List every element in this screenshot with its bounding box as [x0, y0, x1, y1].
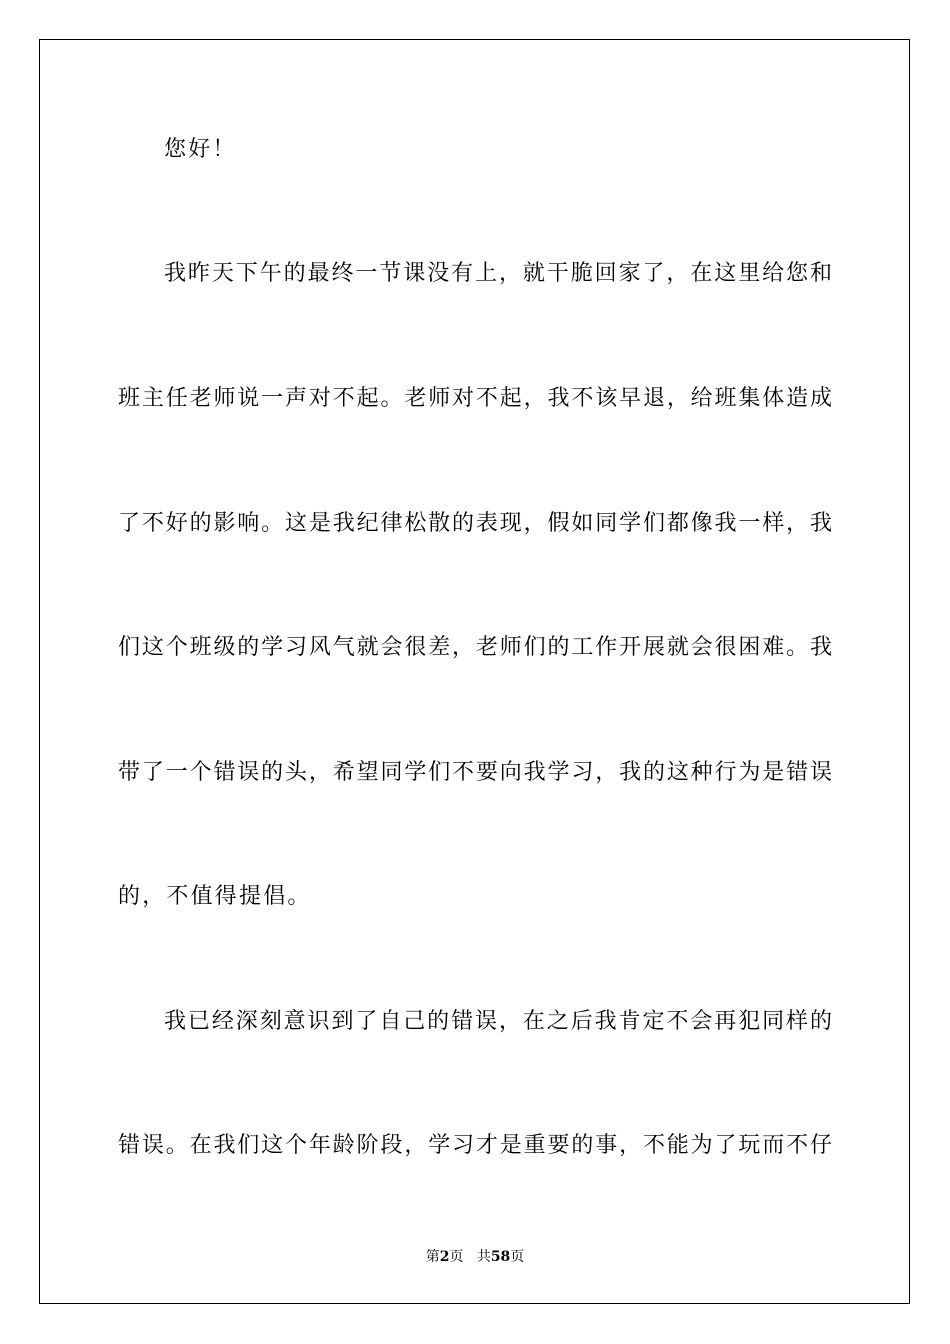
- page-number: 2: [439, 1249, 450, 1265]
- paragraph-line: 错误。在我们这个年龄阶段，学习才是重要的事，不能为了玩而不仔: [118, 1133, 832, 1158]
- paragraph-line: 我昨天下午的最终一节课没有上，就干脆回家了，在这里给您和: [164, 261, 832, 286]
- paragraph-line: 们这个班级的学习风气就会很差，老师们的工作开展就会很困难。我: [118, 635, 832, 660]
- paragraph-line: 带了一个错误的头，希望同学们不要向我学习，我的这种行为是错误: [118, 760, 832, 785]
- greeting: 您好！: [164, 137, 237, 162]
- total-label-prefix: 共: [476, 1249, 491, 1265]
- paragraph-line: 的，不值得提倡。: [118, 884, 312, 909]
- page-label-suffix: 页: [449, 1249, 464, 1265]
- total-label-suffix: 页: [510, 1249, 525, 1265]
- total-pages: 58: [490, 1249, 511, 1265]
- page-border: [39, 39, 910, 1304]
- paragraph-line: 我已经深刻意识到了自己的错误，在之后我肯定不会再犯同样的: [164, 1009, 832, 1034]
- page-footer: [0, 1248, 950, 1266]
- paragraph-line: 班主任老师说一声对不起。老师对不起，我不该早退，给班集体造成: [118, 386, 832, 411]
- paragraph-line: 了不好的影响。这是我纪律松散的表现，假如同学们都像我一样，我: [118, 511, 832, 536]
- page-label-prefix: 第: [425, 1249, 440, 1265]
